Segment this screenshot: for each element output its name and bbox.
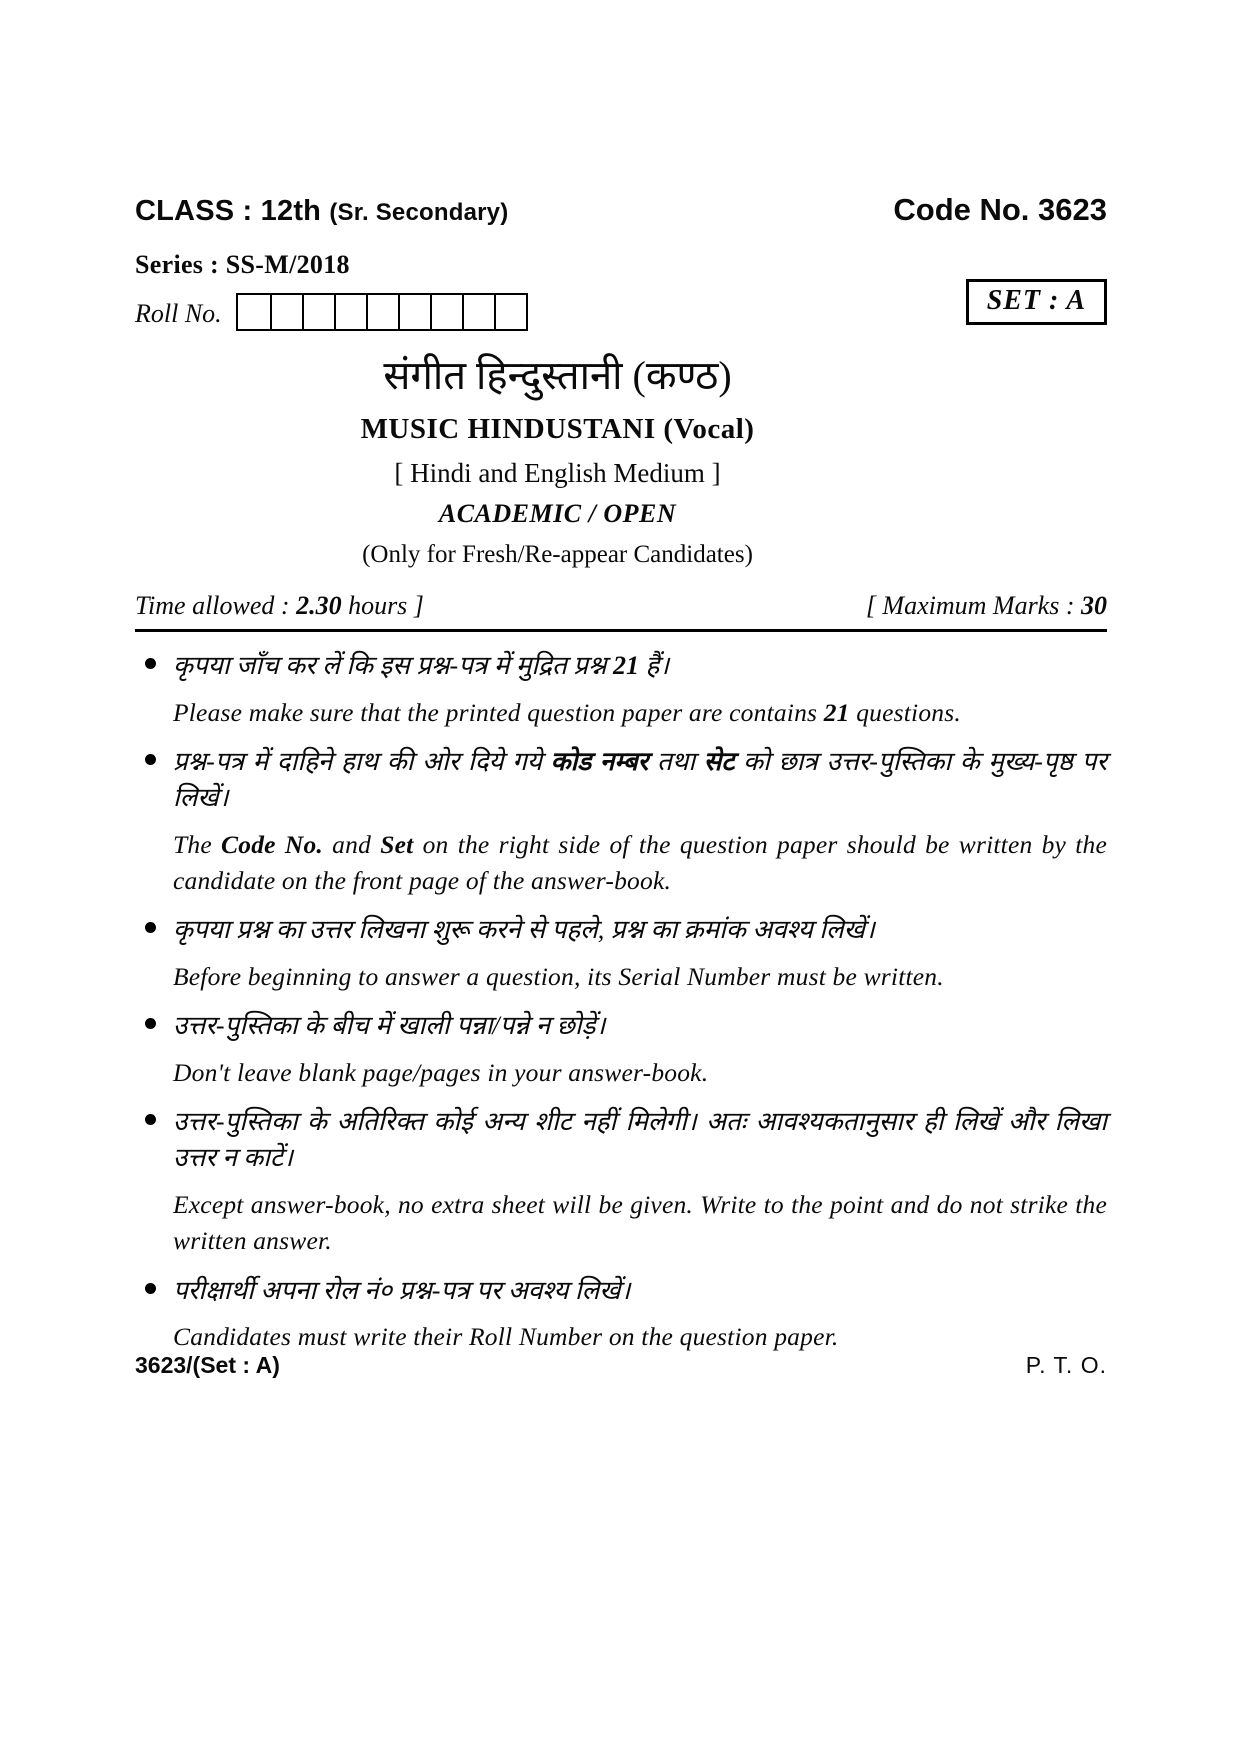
time-marks-row — [135, 591, 1107, 632]
instruction-english: The Code No. and Set on the right side of the question paper should be written by the candidate on the front page of the answer-book. — [173, 829, 1108, 896]
instruction-english: Before beginning to answer a question, its Serial Number must be written. — [173, 962, 944, 992]
class-label — [135, 195, 508, 228]
instructions-list — [135, 648, 1107, 1356]
roll-number-row — [135, 285, 1107, 331]
bullet-icon — [135, 648, 173, 731]
instruction-item — [135, 1273, 1107, 1356]
subject-title-hindi: संगीत हिन्दुस्तानी (कण्ठ) — [383, 353, 732, 398]
instruction-item — [135, 648, 1107, 731]
maximum-marks-prefix: [ Maximum Marks : — [865, 591, 1081, 620]
maximum-marks-value: 30 — [1081, 591, 1107, 620]
bullet-icon — [135, 744, 173, 899]
time-allowed-value: 2.30 — [296, 591, 342, 620]
instruction-content — [173, 744, 1107, 899]
instruction-content — [173, 1104, 1107, 1259]
roll-number-boxes — [236, 293, 528, 331]
instruction-english: Candidates must write their Roll Number on the question paper. — [173, 1322, 839, 1352]
roll-number-cell — [334, 295, 366, 329]
time-allowed-suffix: hours ] — [341, 591, 424, 620]
instruction-item — [135, 1104, 1107, 1259]
instruction-content — [173, 912, 1107, 995]
medium-line: [ Hindi and English Medium ] — [394, 458, 721, 488]
bullet-icon — [135, 1273, 173, 1356]
bullet-icon — [135, 912, 173, 995]
instruction-hindi: उत्तर-पुस्तिका के अतिरिक्त कोई अन्य शीट नहीं मिलेगी। अतः आवश्यकतानुसार ही लिखें और लिखा उत्तर न काटें। — [173, 1107, 1107, 1173]
instruction-item — [135, 912, 1107, 995]
instruction-hindi: उत्तर-पुस्तिका के बीच में खाली पन्ना/पन्ने न छोड़ें। — [173, 1011, 606, 1041]
roll-number-cell — [302, 295, 334, 329]
roll-number-cell — [430, 295, 462, 329]
roll-number-cell — [270, 295, 302, 329]
time-allowed-prefix: Time allowed : — [135, 591, 297, 620]
instruction-english: Except answer-book, no extra sheet will be given. Write to the point and do not strike the written answer. — [173, 1190, 1107, 1256]
instruction-content — [173, 648, 1107, 731]
bullet-icon — [135, 1008, 173, 1091]
roll-number-cell — [398, 295, 430, 329]
time-allowed — [135, 591, 424, 621]
instruction-item — [135, 1008, 1107, 1091]
roll-number-label: Roll No. — [135, 299, 222, 328]
instruction-english: Please make sure that the printed question paper are contains 21 questions. — [173, 697, 961, 727]
roll-number-cell — [238, 295, 270, 329]
instruction-hindi: प्रश्न-पत्र में दाहिने हाथ की ओर दिये गये कोड नम्बर तथा सेट को छात्र उत्तर-पुस्तिका के मुख्य-पृष्ठ पर लिखें। — [173, 747, 1107, 812]
candidates-line: (Only for Fresh/Re-appear Candidates) — [362, 541, 753, 568]
roll-number-cell — [462, 295, 494, 329]
footer-set-code: 3623/(Set : A) — [135, 1352, 280, 1378]
instruction-item — [135, 744, 1107, 899]
roll-number-cell — [494, 295, 526, 329]
header-row — [135, 192, 1107, 228]
instruction-hindi: परीक्षार्थी अपना रोल नं० प्रश्न-पत्र पर अवश्य लिखें। — [173, 1275, 631, 1305]
title-block — [135, 353, 980, 569]
instruction-content — [173, 1273, 1107, 1356]
roll-number-cell — [366, 295, 398, 329]
class-label-sub: (Sr. Secondary) — [329, 199, 509, 226]
subject-title-english: MUSIC HINDUSTANI (Vocal) — [360, 413, 755, 445]
stream-line: ACADEMIC / OPEN — [438, 499, 677, 528]
instruction-content — [173, 1008, 1107, 1091]
instruction-hindi: कृपया प्रश्न का उत्तर लिखना शुरू करने से पहले, प्रश्न का क्रमांक अवश्य लिखें। — [173, 915, 875, 945]
series-label: Series : SS-M/2018 — [135, 250, 350, 279]
bullet-icon — [135, 1104, 173, 1259]
set-badge: SET : A — [966, 279, 1107, 325]
code-number: Code No. 3623 — [893, 192, 1107, 227]
instruction-hindi: कृपया जाँच कर लें कि इस प्रश्न-पत्र में मुद्रित प्रश्न 21 हैं। — [173, 651, 670, 680]
page-content — [135, 192, 1107, 1356]
class-label-main: CLASS : 12th — [135, 195, 330, 227]
footer-pto: P. T. O. — [1025, 1352, 1107, 1378]
maximum-marks — [866, 591, 1107, 621]
roll-number-group — [135, 293, 528, 331]
footer-row — [135, 1352, 1107, 1379]
instruction-english: Don't leave blank page/pages in your answer-book. — [173, 1058, 709, 1088]
